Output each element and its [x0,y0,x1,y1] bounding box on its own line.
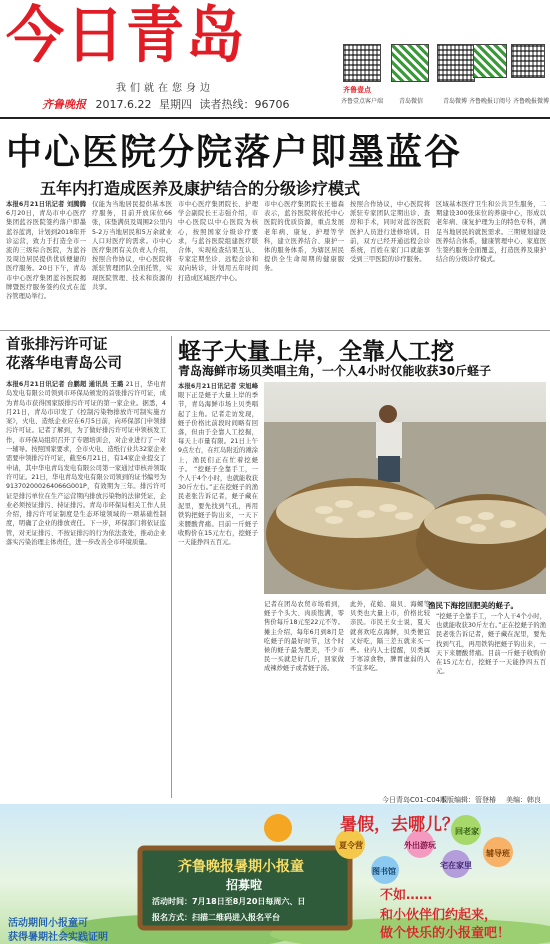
bubble-label: 外出游玩 [404,841,436,850]
sun-icon [264,814,292,842]
divider [0,117,550,119]
lead-column [264,200,344,328]
lead-headline: 中心医院分院落户即墨蓝谷 [6,132,463,173]
main-headline: 蛏子大量上岸，全靠人工挖 [178,339,454,365]
left-headline [6,336,166,374]
clam-digging-photo [264,382,546,594]
ad-subtitle: 招募啦 [226,878,263,892]
reader-hotline: 读者热线：96706 [199,98,290,111]
qr-code-icon[interactable] [473,44,507,78]
main-column-text: “挖蛏子全靠手工，一个人干4个小时，也就能收获30斤左右。”正在挖蛏子的渔民老张告诉记者，蛏子藏在泥里，要先找到气孔，再用铁钩把蛏子钩出来，一天下来腰酸背痛。目前一斤蛏子收购价在15元左右，挖蛏子一天能挣四五百元。 [178,465,258,547]
bubble-label: 宅在家里 [440,861,472,870]
qr-label: 齐鲁壹点客户端 [341,98,384,105]
lead-column [92,200,172,328]
ad-cta-line: 和小伙伴们约起来， [380,908,498,923]
ad-left-text: 活动期间小报童可 [8,918,88,929]
photo-caption: 渔民下海挖回肥美的蛏子。 [428,601,518,610]
main-subhead: 青岛海鲜市场贝类唱主角，一个人4小时仅能收获30斤蛏子 [178,364,492,378]
main-column [350,600,430,792]
bubble-label: 回老家 [455,827,479,836]
lead-column [436,200,546,328]
qr-code-icon[interactable] [437,44,475,82]
qr-badge: 齐鲁壹点 [343,86,371,94]
divider [0,330,550,331]
issue-date: 2017.6.22 [95,98,152,111]
qr-label: 青岛微信 [399,98,424,105]
left-headline-line: 花落华电青岛公司 [6,356,122,372]
ad-cta-line: 不如…… [380,888,433,903]
main-column [264,600,344,792]
lead-column-text: 区域基本医疗卫生和公共卫生服务，二期建设300张床位的养康中心，形成以老年病、康复护理为主的特色专科，满足当地居民的就医需求。三期规划建设医养结合体系，健康管理中心、家庭医生签约服务全面覆盖，打造医养及康护结合的分级诊疗模式。 [436,201,546,264]
photo-illustration [264,382,546,594]
ad-cta-line: 做个快乐的小报童吧！ [380,926,511,941]
main-column-text: 记者在团岛农贸市场看到，蛏子个头大、肉质饱满，零售价每斤18元至22元不等。摊主介绍，每年6月到8月是吃蛏子的最好时节，这个时候的蛏子最为肥美，不少市民一买就是好几斤，回家做成辣炒蛏子或者蛏子汤。 [264,601,344,673]
main-column [436,612,546,792]
main-column-text: 眼下正是蛏子大量上岸的季节，青岛海鲜市场上贝类唱起了主角。记者走访发现，蛏子价格比前段时间略有回落，但由于全靠人工挖掘，每天上市量有限。21日上午9点左右，在红岛附近的滩涂上，渔民们正在忙着挖蛏子。 [178,392,258,473]
main-byline: 本报6月21日讯记者 宋旭峰 [178,383,258,390]
qr-label: 青岛微博 [443,98,468,105]
lead-column [350,200,430,328]
newspaper-title: 今日青岛 [6,0,247,71]
issue-weekday: 星期四 [158,98,192,111]
page-label: 今日青岛C01-C04版 [382,796,448,804]
qr-code-icon[interactable] [511,44,545,78]
bubble-label: 图书馆 [372,867,396,876]
lead-column [178,200,258,328]
lead-column [6,200,86,328]
ad-activity-time: 活动时间：7月18日至8月20日每周六、日 [152,897,306,906]
qr-label: 齐鲁晚报订阅号 [469,98,512,105]
left-byline: 本报6月21日讯记者 台鹏超 通讯员 王璐 [6,381,124,388]
left-article-body [6,380,166,796]
lead-column-text: 市中心医疗集团院长、护理学会副院长王志强介绍，市中心医院以中心医院为核心，按照国家分级诊疗要求，与蓝谷医院组建医疗联合体，实现检查结果互认、专家定期坐诊、远程会诊和双向转诊，计划用五年时间打造成区域医疗中心。 [178,201,258,282]
lead-subhead: 五年内打造成医养及康护结合的分级诊疗模式 [40,179,361,198]
qr-code-strip [343,44,548,104]
lead-column-text: 6月20日，青岛市中心医疗集团蓝谷医院签约落户即墨蓝谷蓝湾，计划到2018年开诊运营，致力于打造全市一流的三级综合医院，为蓝谷及周边居民提供优质便捷的医疗服务。20日下午，青岛市中心医疗集团蓝谷医院揭牌暨医疗服务签约仪式在蓝谷管理局举行。 [6,210,86,301]
brand-logo: 齐鲁晚报 [42,98,86,111]
left-headline-line: 首张排污许可证 [6,337,108,353]
bubble-label: 夏令营 [339,841,363,850]
qr-label: 齐鲁晚报微博 [513,98,550,105]
lead-column-text: 按照合作协议，中心医院将派驻专家团队定期出诊、查房和手术，同时对蓝谷医院医护人员进行进修培训。目前，双方已经开通远程会诊系统，百姓在家门口就能享受到三甲医院的诊疗服务。 [350,201,430,264]
left-body-text: 21日，华电青岛发电有限公司领到市环保局颁发的首张排污许可证，成为青岛市获得国家版排污许可证的第一家企业。据悉，4月21日，青岛市印发了《控制污染物排放许可制实施方案》，火电、造纸企业应在6月5日前，向环保部门申领排污许可证。记者了解到，为了做好排污许可证申领核发工作，市环保局组织召开了专题培训会，对企业进行了一对一辅导。按照国家要求，全市火电、造纸行业共32家企业需要申领排污许可证，截至6月21日，有14家企业提交了申请，其中华电青岛发电有限公司第一家通过审核并领取许可证。21日，华电青岛发电有限公司领到的证书编号为913702000264066G001P，有效期为三年。排污许可证是排污单位在生产运营期内排放污染物的法律凭证，企业必须按证排污、持证排污。青岛市环保局相关工作人员介绍，排污许可证制度是生态环境领域的一项基础性制度，明确了企业的排放责任。下一步，环保部门将依证监管，对无证排污、不按证排污的行为依法查处，推动企业落实污染治理主体责任，进一步改善全市环境质量。 [6,381,166,547]
ad-slogan: 暑假，去哪儿？ [340,815,459,835]
ad-signup: 报名方式：扫描二维码进入报名平台 [152,913,280,922]
lead-column-text: 市中心医疗集团院长王德森表示，蓝谷医院将依托中心医院的优质资源，重点发展老年病、康复、护理等学科，建立医养结合、康护一体的服务体系，为辖区居民提供全生命周期的健康服务。 [264,201,344,273]
qr-code-icon[interactable] [391,44,429,82]
lead-column-text: 仅能为当地居民提供基本医疗服务，目前开放床位66张，床垫满员及周围2公里内5-2万当地居民和5万余就业人口对医疗的需求。市中心医疗集团有关负责人介绍，按照合作协议，中心医院将派驻管理团队全面托管，实现医院管理、技术和资源的共享。 [92,201,172,291]
column-divider [171,336,172,798]
ad-title: 齐鲁晚报暑期小报童 [178,859,304,875]
designer-credit: 美编：韩良 [506,796,541,804]
masthead [0,0,550,118]
main-column-text: “挖蛏子全靠手工，一个人干4个小时，也就能收获30斤左右。”正在挖蛏子的渔民老张告诉记者，蛏子藏在泥里，要先找到气孔，再用铁钩把蛏子钩出来，一天下来腰酸背痛。目前一斤蛏子收购价在15元左右，挖蛏子一天能挣四五百元。 [436,613,546,676]
main-column-text: 此外，花蛤、扇贝、海螺等贝类也大量上市，价格比较亲民。市民王女士说，夏天就喜欢吃点海鲜，贝类便宜又好吃，隔三差五就来买一些。业内人士提醒，贝类属于寒凉食物，脾胃虚弱的人不宜多吃。 [350,601,430,673]
lead-byline: 本报6月21日讯记者 刘腾腾 [6,201,86,208]
summer-newsboy-ad[interactable] [0,804,550,944]
editor-credit: 本版编辑：管登椿 [440,796,496,804]
bubble-label: 辅导班 [486,849,510,858]
ad-left-text: 获得暑期社会实践证明 [8,932,108,943]
qr-code-icon[interactable] [343,44,381,82]
main-column [178,382,258,792]
issue-info [42,96,293,112]
slogan: 我们就在您身边 [116,83,214,94]
